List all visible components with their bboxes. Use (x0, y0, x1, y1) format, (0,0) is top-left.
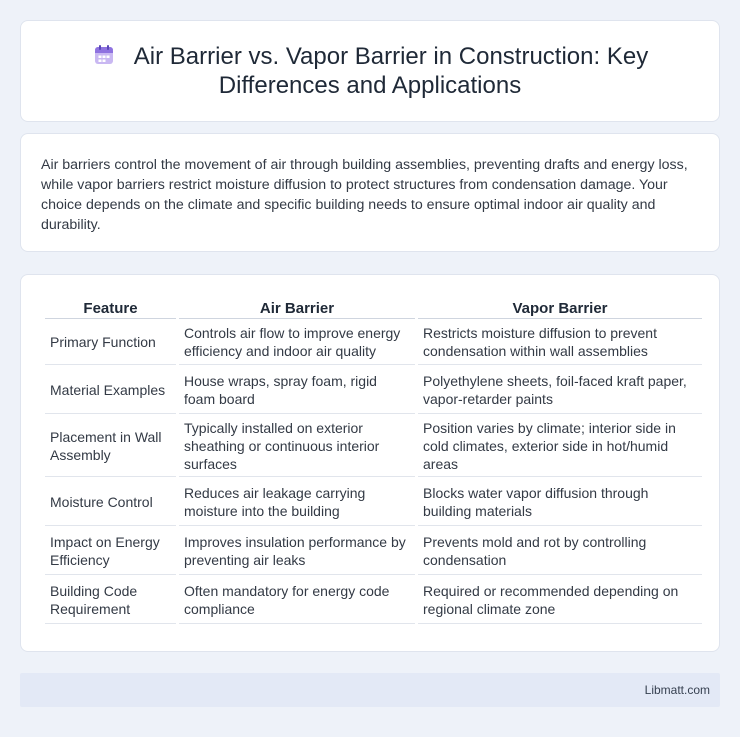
table-row (45, 365, 702, 414)
feature-cell: Impact on Energy Efficiency (45, 526, 176, 575)
vapor-barrier-cell: Blocks water vapor diffusion through building materials (418, 477, 702, 526)
vapor-barrier-cell: Position varies by climate; interior side in cold climates, exterior side in hot/humid areas (418, 414, 702, 477)
air-barrier-cell: Improves insulation performance by preventing air leaks (179, 526, 415, 575)
comparison-card (20, 274, 720, 652)
title-text: Air Barrier vs. Vapor Barrier in Construction: Key Differences and Applications (133, 43, 649, 99)
calendar-icon (92, 43, 116, 67)
header-feature: Feature (45, 295, 176, 319)
footer-brand: Libmatt.com (644, 683, 710, 697)
page-title (51, 42, 689, 100)
air-barrier-cell: Often mandatory for energy code compliance (179, 575, 415, 624)
comparison-table (42, 295, 705, 624)
table-row (45, 319, 702, 365)
air-barrier-cell: Controls air flow to improve energy efficiency and indoor air quality (179, 319, 415, 365)
table-row (45, 575, 702, 624)
air-barrier-cell: Typically installed on exterior sheathing or continuous interior surfaces (179, 414, 415, 477)
title-card (20, 20, 720, 122)
table-row (45, 526, 702, 575)
intro-paragraph: Air barriers control the movement of air through building assemblies, preventing drafts and energy loss, while vapor barriers restrict moisture diffusion to protect structures from condensation damage. Your choice depends on the climate and specific building needs to ensure optimal indoor air quality and durability. (41, 157, 688, 233)
air-barrier-cell: Reduces air leakage carrying moisture into the building (179, 477, 415, 526)
header-vapor-barrier: Vapor Barrier (418, 295, 702, 319)
feature-cell: Placement in Wall Assembly (45, 414, 176, 477)
footer (20, 673, 720, 707)
header-air-barrier: Air Barrier (179, 295, 415, 319)
table-row (45, 414, 702, 477)
feature-cell: Primary Function (45, 319, 176, 365)
feature-cell: Moisture Control (45, 477, 176, 526)
vapor-barrier-cell: Restricts moisture diffusion to prevent condensation within wall assemblies (418, 319, 702, 365)
vapor-barrier-cell: Required or recommended depending on regional climate zone (418, 575, 702, 624)
air-barrier-cell: House wraps, spray foam, rigid foam board (179, 365, 415, 414)
intro-card (20, 133, 720, 252)
table-row (45, 477, 702, 526)
vapor-barrier-cell: Prevents mold and rot by controlling condensation (418, 526, 702, 575)
vapor-barrier-cell: Polyethylene sheets, foil-faced kraft paper, vapor-retarder paints (418, 365, 702, 414)
feature-cell: Building Code Requirement (45, 575, 176, 624)
feature-cell: Material Examples (45, 365, 176, 414)
table-header-row (45, 295, 702, 319)
